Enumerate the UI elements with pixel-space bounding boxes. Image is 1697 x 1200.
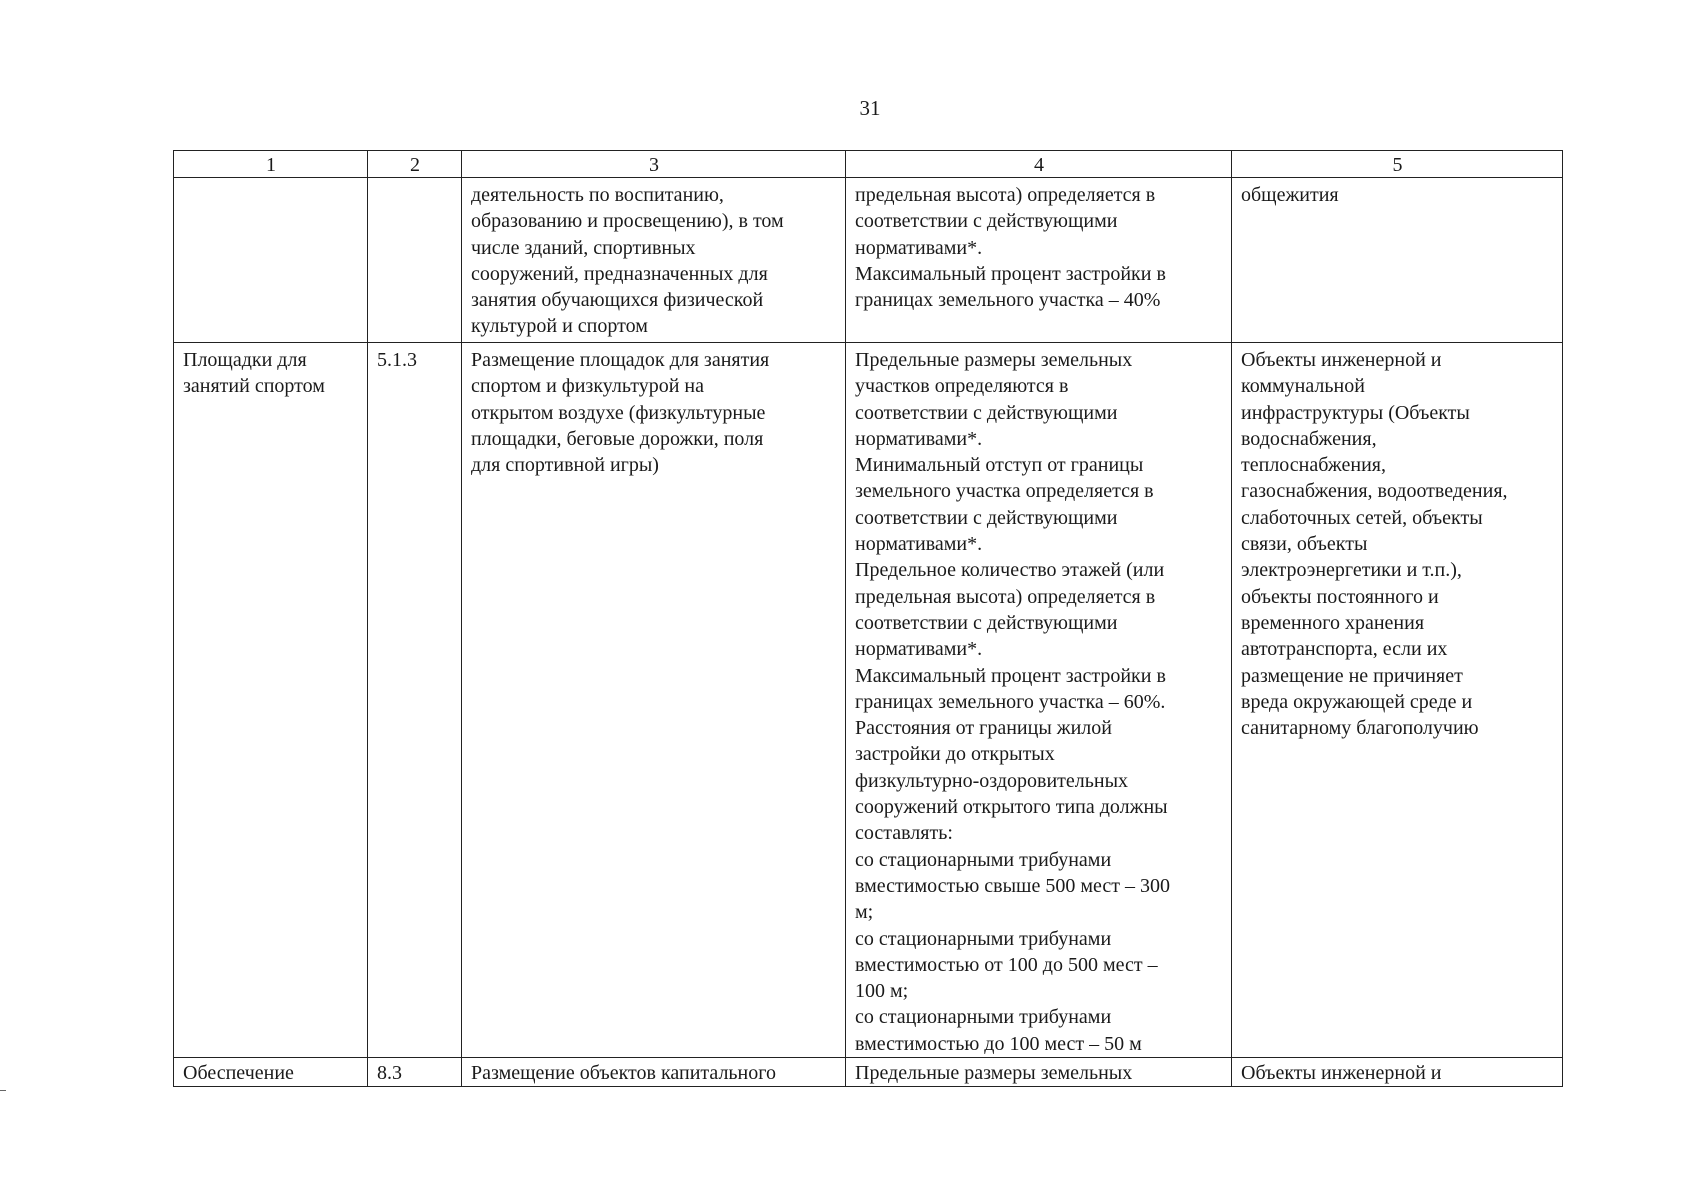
use-description-cell: Размещение площадок для занятия спортом и физкультурой на открытом воздухе (физкультурные площадки, беговые дорожки, поля для спортивной игры) xyxy=(462,343,846,1058)
use-code-cell: 8.3 xyxy=(368,1058,462,1087)
use-name-cell: Обеспечение xyxy=(174,1058,368,1087)
parameters-cell: Предельные размеры земельных участков определяются в соответствии с действующими нормативами*. Минимальный отступ от границы земельного участка определяется в соответствии с действующими нормативами*. Предельное количество этажей (или предельная высота) определяется в соответствии с действующими нормативами*. Максимальный процент застройки в границах земельного участка – 60%. Расстояния от границы жилой застройки до открытых физкультурно-оздоровительных сооружений открытого типа должны составлять: со стационарными трибунами вместимостью свыше 500 мест – 300 м; со стационарными трибунами вместимостью от 100 до 500 мест – 100 м; со стационарными трибунами вместимостью до 100 мест – 50 м xyxy=(846,343,1232,1058)
header-cell-4: 4 xyxy=(846,151,1232,178)
use-code-cell xyxy=(368,178,462,343)
use-description-cell: деятельность по воспитанию, образованию и просвещению), в том числе зданий, спортивных сооружений, предназначенных для занятия обучающихся физической культурой и спортом xyxy=(462,178,846,343)
use-description-cell: Размещение объектов капитального xyxy=(462,1058,846,1087)
table-row xyxy=(174,178,1563,343)
parameters-cell: Предельные размеры земельных xyxy=(846,1058,1232,1087)
use-code-cell: 5.1.3 xyxy=(368,343,462,1058)
use-name-cell xyxy=(174,178,368,343)
header-cell-1: 1 xyxy=(174,151,368,178)
table-row xyxy=(174,1058,1563,1087)
header-cell-3: 3 xyxy=(462,151,846,178)
header-cell-2: 2 xyxy=(368,151,462,178)
land-use-table xyxy=(173,150,1563,1087)
parameters-cell: предельная высота) определяется в соответствии с действующими нормативами*. Максимальный процент застройки в границах земельного участка – 40% xyxy=(846,178,1232,343)
table-header-row xyxy=(174,151,1563,178)
page-number: 31 xyxy=(859,96,881,120)
table-row xyxy=(174,343,1563,1058)
use-name-cell: Площадки для занятий спортом xyxy=(174,343,368,1058)
auxiliary-uses-cell: Объекты инженерной и xyxy=(1232,1058,1563,1087)
margin-mark xyxy=(0,1090,6,1091)
header-cell-5: 5 xyxy=(1232,151,1563,178)
auxiliary-uses-cell: Объекты инженерной и коммунальной инфраструктуры (Объекты водоснабжения, теплоснабжения, газоснабжения, водоотведения, слаботочных сетей, объекты связи, объекты электроэнергетики и т.п.), объекты постоянного и временного хранения автотранспорта, если их размещение не причиняет вреда окружающей среде и санитарному благополучию xyxy=(1232,343,1563,1058)
auxiliary-uses-cell: общежития xyxy=(1232,178,1563,343)
